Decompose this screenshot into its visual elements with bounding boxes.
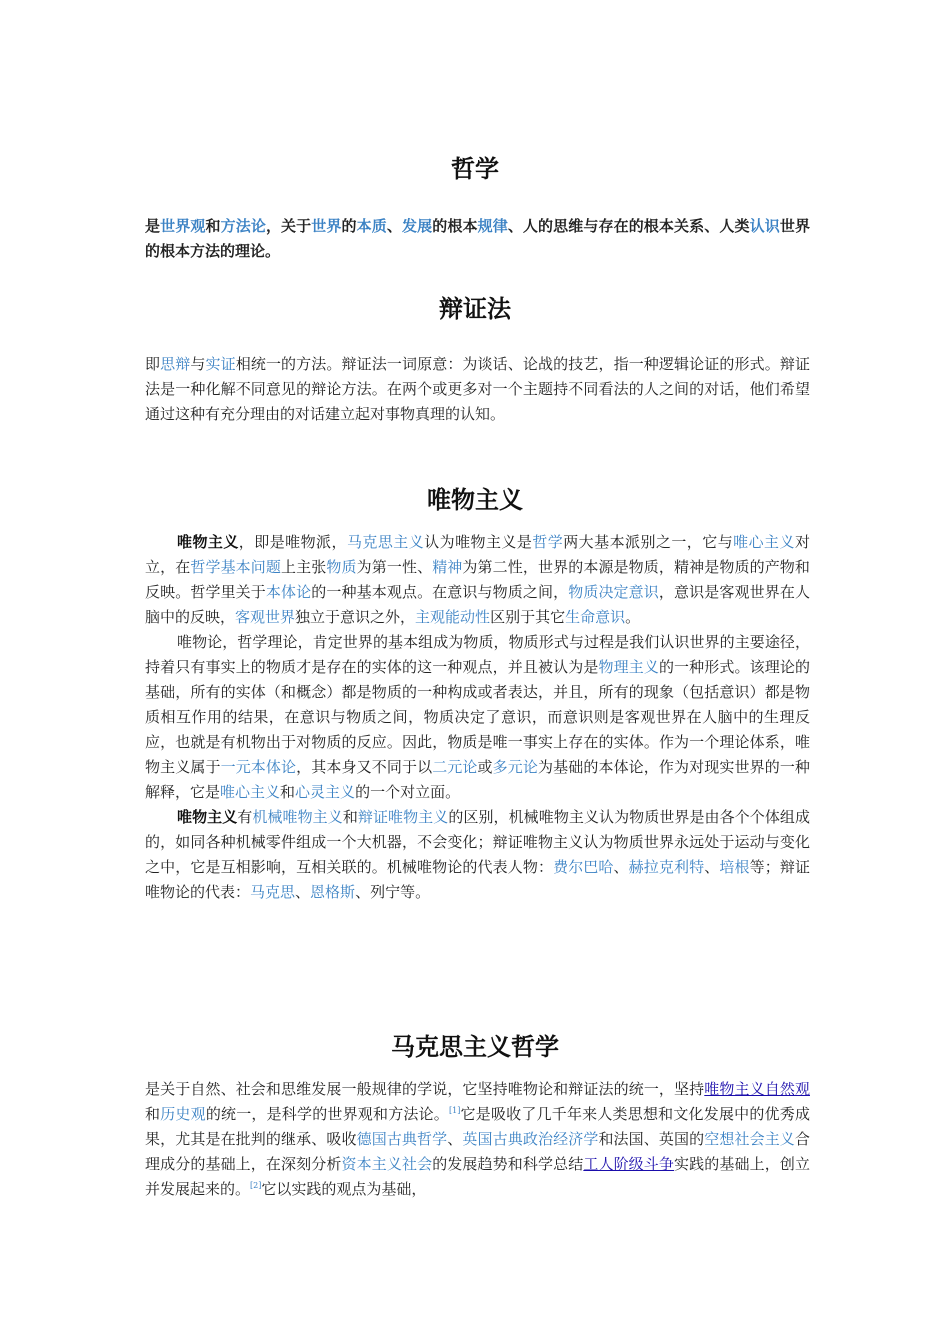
link-life-consciousness[interactable]: 生命意识: [565, 608, 626, 626]
link-worldview[interactable]: 世界观: [160, 217, 206, 235]
link-empirical[interactable]: 实证: [205, 355, 236, 373]
heading-materialism: 唯物主义: [427, 486, 523, 514]
link-development[interactable]: 发展: [402, 217, 433, 235]
link-materialist-nature-view[interactable]: 唯物主义自然观: [704, 1080, 810, 1098]
heading-dialectics: 辩证法: [439, 295, 511, 323]
paragraph-materialism-1: 唯物主义，即是唯物派，马克思主义认为唯物主义是哲学两大基本派别之一，它与唯心主义对立，在哲学基本问题上主张物质为第一性、精神为第二性，世界的本源是物质，精神是物质的产物和反映。哲学里关于本体论的一种基本观点。在意识与物质之间，物质决定意识，意识是客观世界在人脑中的反映，客观世界独立于意识之外，主观能动性区别于其它生命意识。: [145, 533, 810, 626]
link-essence[interactable]: 本质: [356, 217, 387, 235]
link-mentalism[interactable]: 心灵主义: [295, 783, 356, 801]
heading-philosophy: 哲学: [451, 155, 499, 183]
link-cognition[interactable]: 认识: [749, 217, 780, 235]
link-bacon[interactable]: 培根: [719, 858, 750, 876]
link-speculation[interactable]: 思辩: [160, 355, 191, 373]
paragraph-philosophy: 是世界观和方法论，关于世界的本质、发展的根本规律、人的思维与存在的根本关系、人类认识世界的根本方法的理论。: [145, 217, 810, 260]
link-idealism[interactable]: 唯心主义: [733, 533, 795, 551]
link-basic-question[interactable]: 哲学基本问题: [190, 558, 282, 576]
paragraph-materialism-3: 唯物主义有机械唯物主义和辩证唯物主义的区别，机械唯物主义认为物质世界是由各个个体组成的，如同各种机械零件组成一个大机器，不会变化；辩证唯物主义认为物质世界永远处于运动与变化之中，它是互相影响，互相关联的。机械唯物论的代表人物：费尔巴哈、赫拉克利特、培根等；辩证唯物论的代表：马克思、恩格斯、列宁等。: [145, 808, 810, 901]
link-ontology[interactable]: 本体论: [265, 583, 312, 601]
link-physicalism[interactable]: 物理主义: [598, 658, 659, 676]
link-matter[interactable]: 物质: [326, 558, 357, 576]
link-philosophy[interactable]: 哲学: [532, 533, 564, 551]
link-german-classical-philosophy[interactable]: 德国古典哲学: [356, 1130, 448, 1148]
link-methodology[interactable]: 方法论: [220, 217, 266, 235]
link-marx[interactable]: 马克思: [250, 883, 296, 901]
paragraph-dialectics: 即思辩与实证相统一的方法。辩证法一词原意：为谈话、论战的技艺，指一种逻辑论证的形式。辩证法是一种化解不同意见的辩论方法。在两个或更多对一个主题持不同看法的人之间的对话，他们希望通过这种有充分理由的对话建立起对事物真理的认知。: [145, 355, 810, 423]
paragraph-marxist-philosophy: 是关于自然、社会和思维发展一般规律的学说，它坚持唯物论和辩证法的统一，坚持唯物主义自然观和历史观的统一，是科学的世界观和方法论。[1]它是吸收了几千年来人类思想和文化发展中的优秀成果，尤其是在批判的继承、吸收德国古典哲学、英国古典政治经济学和法国、英国的空想社会主义合理成分的基础上，在深刻分析资本主义社会的发展趋势和科学总结工人阶级斗争实践的基础上，创立并发展起来的。[2]它以实践的观点为基础，: [145, 1080, 810, 1198]
citation-2[interactable]: [2]: [250, 1181, 262, 1190]
link-working-class-struggle[interactable]: 工人阶级斗争: [583, 1155, 675, 1173]
link-engels[interactable]: 恩格斯: [310, 883, 356, 901]
link-idealism-2[interactable]: 唯心主义: [220, 783, 281, 801]
link-capitalist-society[interactable]: 资本主义社会: [341, 1155, 433, 1173]
paragraph-materialism-2: 唯物论，哲学理论，肯定世界的基本组成为物质，物质形式与过程是我们认识世界的主要途径，持着只有事实上的物质才是存在的实体的这一种观点，并且被认为是物理主义的一种形式。该理论的基础，所有的实体（和概念）都是物质的一种构成或者表达，并且，所有的现象（包括意识）都是物质相互作用的结果，在意识与物质之间，物质决定了意识，而意识则是客观世界在人脑中的生理反应，也就是有机物出于对物质的反应。因此，物质是唯一事实上存在的实体。作为一个理论体系，唯物主义属于一元本体论，其本身又不同于以二元论或多元论为基础的本体论，作为对现实世界的一种解释，它是唯心主义和心灵主义的一个对立面。: [145, 633, 810, 801]
link-spirit[interactable]: 精神: [432, 558, 463, 576]
link-heraclitus[interactable]: 赫拉克利特: [628, 858, 705, 876]
link-utopian-socialism[interactable]: 空想社会主义: [704, 1130, 795, 1148]
link-world[interactable]: 世界: [311, 217, 342, 235]
link-matter-determines[interactable]: 物质决定意识: [568, 583, 659, 601]
heading-marxist-philosophy: 马克思主义哲学: [391, 1033, 559, 1061]
link-marxism[interactable]: 马克思主义: [346, 533, 425, 551]
link-historical-view[interactable]: 历史观: [160, 1105, 206, 1123]
citation-1[interactable]: [1]: [449, 1106, 461, 1115]
link-british-political-economy[interactable]: 英国古典政治经济学: [462, 1130, 599, 1148]
link-dualism[interactable]: 二元论: [432, 758, 478, 776]
link-subjective-agency[interactable]: 主观能动性: [415, 608, 491, 626]
link-feuerbach[interactable]: 费尔巴哈: [553, 858, 614, 876]
link-law[interactable]: 规律: [477, 217, 508, 235]
link-mechanical-materialism[interactable]: 机械唯物主义: [252, 808, 343, 826]
link-pluralism[interactable]: 多元论: [492, 758, 538, 776]
link-monism[interactable]: 一元本体论: [220, 758, 297, 776]
section-materialism-body: [145, 530, 810, 905]
link-objective-world[interactable]: 客观世界: [235, 608, 296, 626]
link-dialectical-materialism[interactable]: 辩证唯物主义: [357, 808, 449, 826]
